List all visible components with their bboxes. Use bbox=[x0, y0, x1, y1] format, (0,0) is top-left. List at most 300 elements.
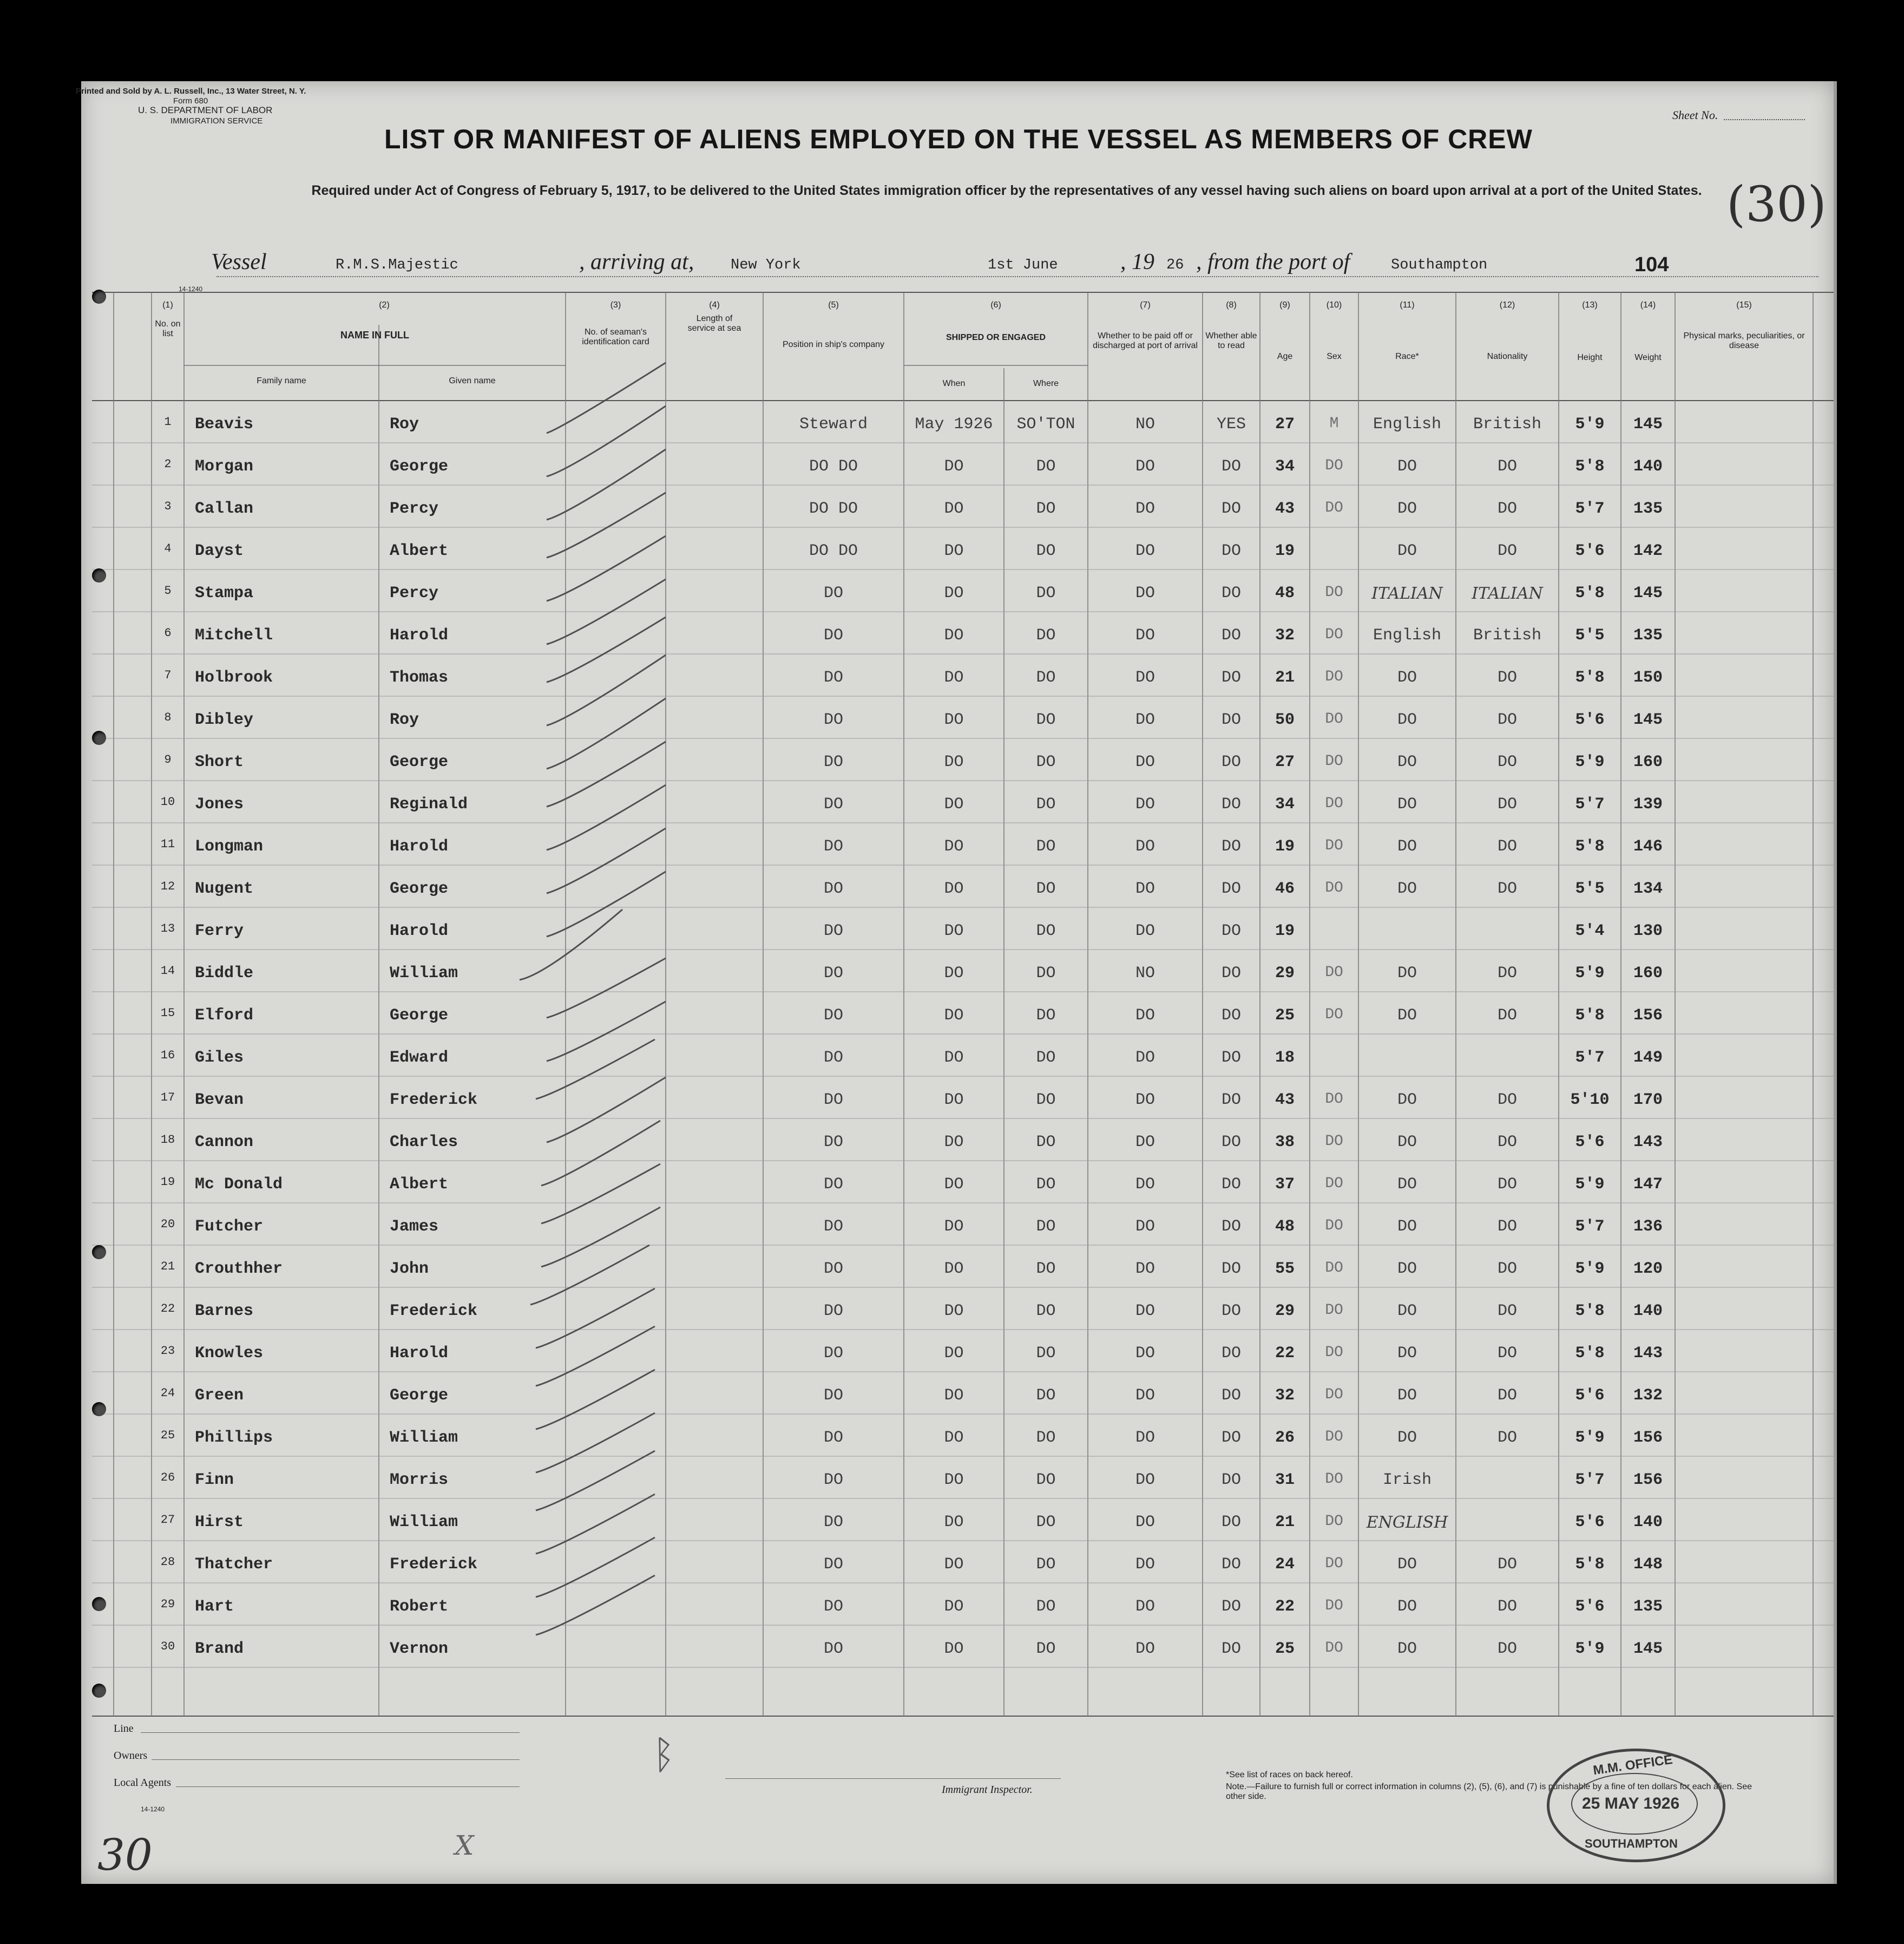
shipped-when-cell: DO bbox=[944, 711, 964, 729]
shipped-where-cell: DO bbox=[1036, 1302, 1056, 1320]
nationality-cell: DO bbox=[1497, 753, 1517, 771]
shipped-where-cell: DO bbox=[1036, 1218, 1056, 1236]
table-row bbox=[81, 1586, 1834, 1628]
sheet-number-label: Sheet No. bbox=[1672, 108, 1718, 122]
race-cell: DO bbox=[1397, 880, 1417, 898]
service-label: IMMIGRATION SERVICE bbox=[170, 116, 263, 126]
sex-cell: DO bbox=[1325, 1133, 1343, 1150]
row-number: 21 bbox=[160, 1260, 175, 1273]
given-name: Frederick bbox=[390, 1302, 478, 1320]
weight-cell: 134 bbox=[1633, 880, 1663, 898]
able-to-read-cell: DO bbox=[1221, 837, 1241, 856]
shipped-where-cell: DO bbox=[1036, 1049, 1056, 1067]
table-row bbox=[81, 699, 1834, 741]
paid-off-cell: DO bbox=[1135, 1429, 1155, 1447]
age-cell: 43 bbox=[1275, 1091, 1295, 1109]
nationality-cell: DO bbox=[1497, 1640, 1517, 1658]
col-header-given: Given name bbox=[449, 376, 496, 385]
height-cell: 5'8 bbox=[1575, 457, 1605, 476]
position-cell: DO bbox=[823, 584, 843, 603]
row-number: 23 bbox=[160, 1344, 175, 1358]
paid-off-cell: DO bbox=[1135, 1175, 1155, 1194]
nationality-cell: DO bbox=[1497, 1260, 1517, 1278]
row-number: 27 bbox=[160, 1513, 175, 1527]
shipped-where-cell: SO'TON bbox=[1016, 415, 1075, 434]
sex-cell: DO bbox=[1325, 1218, 1343, 1234]
race-cell: DO bbox=[1397, 1006, 1417, 1025]
height-cell: 5'4 bbox=[1575, 922, 1605, 940]
corner-mark: 30 bbox=[97, 1830, 153, 1880]
vessel-label: Vessel bbox=[211, 250, 267, 274]
nationality-cell: DO bbox=[1497, 1344, 1517, 1363]
shipped-where-cell: DO bbox=[1036, 795, 1056, 814]
form-code-top: 14-1240 bbox=[179, 285, 203, 293]
sex-cell: DO bbox=[1325, 500, 1343, 516]
position-cell: DO bbox=[823, 753, 843, 771]
height-cell: 5'6 bbox=[1575, 1513, 1605, 1531]
able-to-read-cell: DO bbox=[1221, 1175, 1241, 1194]
col-num-6: (6) bbox=[990, 300, 1001, 310]
table-row bbox=[81, 657, 1834, 699]
given-name: Charles bbox=[390, 1133, 458, 1151]
weight-cell: 145 bbox=[1633, 711, 1663, 729]
position-cell: DO bbox=[823, 1302, 843, 1320]
nationality-cell: DO bbox=[1497, 837, 1517, 856]
manifest-sheet bbox=[76, 81, 1837, 1884]
family-name: Callan bbox=[195, 500, 254, 518]
age-cell: 32 bbox=[1275, 626, 1295, 645]
family-name: Dayst bbox=[195, 542, 244, 560]
sex-cell: DO bbox=[1325, 711, 1343, 728]
height-cell: 5'8 bbox=[1575, 1302, 1605, 1320]
position-cell: DO bbox=[823, 669, 843, 687]
height-cell: 5'10 bbox=[1570, 1091, 1610, 1109]
age-cell: 55 bbox=[1275, 1260, 1295, 1278]
printer-line: Printed and Sold by A. L. Russell, Inc., 13 Water Street, N. Y. bbox=[76, 87, 306, 96]
shipped-where-cell: DO bbox=[1036, 626, 1056, 645]
sex-cell: DO bbox=[1325, 626, 1343, 643]
height-cell: 5'7 bbox=[1575, 1049, 1605, 1067]
vessel-name: R.M.S.Majestic bbox=[336, 257, 458, 273]
penalty-note: Note.—Failure to furnish full or correct information in columns (2), (5), (6), and (7) is punishable by a fine of ten dollars for each alien. See other side. bbox=[1226, 1782, 1752, 1801]
shipped-when-cell: DO bbox=[944, 922, 964, 940]
sex-cell: DO bbox=[1325, 1344, 1343, 1361]
able-to-read-cell: DO bbox=[1221, 542, 1241, 560]
col-num-7: (7) bbox=[1140, 300, 1151, 310]
race-cell: ITALIAN bbox=[1371, 584, 1443, 603]
arriving-label: , arriving at, bbox=[579, 250, 694, 274]
table-row bbox=[81, 1459, 1834, 1501]
position-cell: DO bbox=[823, 1429, 843, 1447]
able-to-read-cell: DO bbox=[1221, 1344, 1241, 1363]
family-name: Stampa bbox=[195, 584, 254, 603]
form-code-bottom: 14-1240 bbox=[141, 1805, 165, 1813]
table-row bbox=[81, 572, 1834, 614]
row-number: 18 bbox=[160, 1133, 175, 1147]
race-cell: DO bbox=[1397, 1640, 1417, 1658]
shipped-when-cell: DO bbox=[944, 837, 964, 856]
paid-off-cell: DO bbox=[1135, 1302, 1155, 1320]
col-num-3: (3) bbox=[610, 300, 621, 310]
height-cell: 5'6 bbox=[1575, 1386, 1605, 1405]
height-cell: 5'9 bbox=[1575, 415, 1605, 434]
table-row bbox=[81, 1248, 1834, 1290]
paid-off-cell: DO bbox=[1135, 1218, 1155, 1236]
able-to-read-cell: DO bbox=[1221, 922, 1241, 940]
stamp-date: 25 MAY 1926 bbox=[1582, 1795, 1680, 1812]
able-to-read-cell: YES bbox=[1216, 415, 1246, 434]
age-cell: 24 bbox=[1275, 1555, 1295, 1574]
race-cell: DO bbox=[1397, 1133, 1417, 1151]
shipped-when-cell: DO bbox=[944, 1640, 964, 1658]
col-header-read: Whether able to read bbox=[1205, 331, 1257, 350]
race-cell: DO bbox=[1397, 795, 1417, 814]
table-row bbox=[81, 530, 1834, 572]
office-stamp bbox=[1547, 1749, 1725, 1862]
stamp-top-text: M.M. OFFICE bbox=[1592, 1752, 1674, 1778]
weight-cell: 145 bbox=[1633, 584, 1663, 603]
shipped-when-cell: DO bbox=[944, 1344, 964, 1363]
height-cell: 5'8 bbox=[1575, 1344, 1605, 1363]
age-cell: 19 bbox=[1275, 542, 1295, 560]
row-number: 16 bbox=[160, 1049, 175, 1062]
age-cell: 29 bbox=[1275, 964, 1295, 983]
race-cell: DO bbox=[1397, 964, 1417, 983]
paid-off-cell: DO bbox=[1135, 1640, 1155, 1658]
shipped-when-cell: DO bbox=[944, 1175, 964, 1194]
shipped-when-cell: DO bbox=[944, 669, 964, 687]
shipped-where-cell: DO bbox=[1036, 711, 1056, 729]
age-cell: 37 bbox=[1275, 1175, 1295, 1194]
arrival-date: 1st June bbox=[988, 257, 1058, 273]
col-header-no: No. on list bbox=[155, 319, 181, 338]
paid-off-cell: DO bbox=[1135, 500, 1155, 518]
weight-cell: 135 bbox=[1633, 1598, 1663, 1616]
height-cell: 5'9 bbox=[1575, 1429, 1605, 1447]
shipped-where-cell: DO bbox=[1036, 669, 1056, 687]
position-cell: DO bbox=[823, 1091, 843, 1109]
sex-cell: M bbox=[1329, 415, 1339, 432]
sex-cell: DO bbox=[1325, 1513, 1343, 1530]
age-cell: 34 bbox=[1275, 457, 1295, 476]
family-name: Mitchell bbox=[195, 626, 273, 645]
weight-cell: 140 bbox=[1633, 1302, 1663, 1320]
nationality-cell: DO bbox=[1497, 1006, 1517, 1025]
position-cell: DO bbox=[823, 1513, 843, 1531]
paid-off-cell: DO bbox=[1135, 457, 1155, 476]
row-number: 3 bbox=[164, 500, 172, 513]
table-row bbox=[81, 910, 1834, 952]
nationality-cell: DO bbox=[1497, 1386, 1517, 1405]
shipped-where-cell: DO bbox=[1036, 1175, 1056, 1194]
race-cell: DO bbox=[1397, 500, 1417, 518]
given-name: George bbox=[390, 457, 449, 476]
age-cell: 29 bbox=[1275, 1302, 1295, 1320]
sex-cell: DO bbox=[1325, 880, 1343, 896]
family-name: Knowles bbox=[195, 1344, 264, 1363]
weight-cell: 132 bbox=[1633, 1386, 1663, 1405]
paid-off-cell: DO bbox=[1135, 1598, 1155, 1616]
shipped-when-cell: DO bbox=[944, 964, 964, 983]
col-header-shipped: SHIPPED OR ENGAGED bbox=[946, 333, 1046, 342]
family-name: Beavis bbox=[195, 415, 254, 434]
family-name: Phillips bbox=[195, 1429, 273, 1447]
shipped-when-cell: DO bbox=[944, 880, 964, 898]
footer-line-rule bbox=[141, 1732, 520, 1733]
shipped-where-cell: DO bbox=[1036, 922, 1056, 940]
shipped-where-cell: DO bbox=[1036, 1260, 1056, 1278]
shipped-where-cell: DO bbox=[1036, 1429, 1056, 1447]
position-cell: Steward bbox=[799, 415, 868, 434]
footer-owners-rule bbox=[152, 1759, 520, 1760]
paid-off-cell: DO bbox=[1135, 1091, 1155, 1109]
race-cell: DO bbox=[1397, 1175, 1417, 1194]
punch-hole bbox=[92, 568, 106, 582]
row-number: 1 bbox=[164, 415, 172, 429]
position-cell: DO bbox=[823, 1386, 843, 1405]
punch-hole bbox=[92, 1597, 106, 1611]
shipped-when-cell: DO bbox=[944, 1006, 964, 1025]
family-name: Finn bbox=[195, 1471, 234, 1489]
row-number: 26 bbox=[160, 1471, 175, 1484]
shipped-when-cell: DO bbox=[944, 1386, 964, 1405]
age-cell: 19 bbox=[1275, 837, 1295, 856]
paid-off-cell: DO bbox=[1135, 1386, 1155, 1405]
given-name: George bbox=[390, 753, 449, 771]
family-name: Holbrook bbox=[195, 669, 273, 687]
position-cell: DO bbox=[823, 1260, 843, 1278]
row-number: 11 bbox=[160, 837, 175, 851]
paid-off-cell: DO bbox=[1135, 1133, 1155, 1151]
given-name: Albert bbox=[390, 542, 449, 560]
able-to-read-cell: DO bbox=[1221, 1091, 1241, 1109]
family-name: Crouthher bbox=[195, 1260, 283, 1278]
table-row bbox=[81, 1290, 1834, 1332]
col-header-when: When bbox=[942, 379, 966, 388]
given-name: Harold bbox=[390, 922, 449, 940]
row-number: 14 bbox=[160, 964, 175, 978]
weight-cell: 142 bbox=[1633, 542, 1663, 560]
col-header-position: Position in ship's company bbox=[782, 340, 885, 349]
table-row bbox=[81, 1121, 1834, 1163]
given-name: John bbox=[390, 1260, 429, 1278]
family-name: Dibley bbox=[195, 711, 254, 729]
position-cell: DO bbox=[823, 880, 843, 898]
weight-cell: 130 bbox=[1633, 922, 1663, 940]
sex-cell: DO bbox=[1325, 1471, 1343, 1488]
family-name: Ferry bbox=[195, 922, 244, 940]
sex-cell: DO bbox=[1325, 584, 1343, 601]
punch-hole bbox=[92, 1245, 106, 1259]
shipped-where-cell: DO bbox=[1036, 880, 1056, 898]
shipped-where-cell: DO bbox=[1036, 542, 1056, 560]
arrival-port: New York bbox=[731, 257, 801, 273]
shipped-where-cell: DO bbox=[1036, 1091, 1056, 1109]
handwritten-signature: ᛒ bbox=[644, 1730, 678, 1779]
age-cell: 46 bbox=[1275, 880, 1295, 898]
age-cell: 32 bbox=[1275, 1386, 1295, 1405]
shipped-where-cell: DO bbox=[1036, 1386, 1056, 1405]
stamp-bottom-text: SOUTHAMPTON bbox=[1585, 1837, 1678, 1850]
position-cell: DO bbox=[823, 1640, 843, 1658]
page-subtitle: Required under Act of Congress of February 5, 1917, to be delivered to the United States immigration officer by the representatives of any vessel having such aliens on board upon arrival at a port of the United States. bbox=[311, 183, 1702, 198]
given-name: Frederick bbox=[390, 1555, 478, 1574]
shipped-where-cell: DO bbox=[1036, 837, 1056, 856]
weight-cell: 139 bbox=[1633, 795, 1663, 814]
sex-cell: DO bbox=[1325, 964, 1343, 981]
shipped-where-cell: DO bbox=[1036, 753, 1056, 771]
age-cell: 18 bbox=[1275, 1049, 1295, 1067]
given-name: Morris bbox=[390, 1471, 449, 1489]
col-header-nationality: Nationality bbox=[1487, 352, 1528, 361]
family-name: Hirst bbox=[195, 1513, 244, 1531]
shipped-where-cell: DO bbox=[1036, 1471, 1056, 1489]
row-number: 25 bbox=[160, 1429, 175, 1442]
given-name: George bbox=[390, 1386, 449, 1405]
able-to-read-cell: DO bbox=[1221, 795, 1241, 814]
age-cell: 48 bbox=[1275, 584, 1295, 603]
position-cell: DO bbox=[823, 1218, 843, 1236]
shipped-where-cell: DO bbox=[1036, 457, 1056, 476]
shipped-where-cell: DO bbox=[1036, 1513, 1056, 1531]
from-port-label: , from the port of bbox=[1196, 250, 1350, 274]
race-cell: DO bbox=[1397, 542, 1417, 560]
height-cell: 5'7 bbox=[1575, 500, 1605, 518]
height-cell: 5'5 bbox=[1575, 880, 1605, 898]
family-name: Morgan bbox=[195, 457, 254, 476]
weight-cell: 148 bbox=[1633, 1555, 1663, 1574]
paid-off-cell: DO bbox=[1135, 1471, 1155, 1489]
able-to-read-cell: DO bbox=[1221, 1133, 1241, 1151]
footer-line-label: Line bbox=[114, 1723, 134, 1734]
able-to-read-cell: DO bbox=[1221, 1598, 1241, 1616]
shipped-when-cell: DO bbox=[944, 795, 964, 814]
sex-cell: DO bbox=[1325, 669, 1343, 685]
race-cell: DO bbox=[1397, 1260, 1417, 1278]
given-name: William bbox=[390, 1513, 458, 1531]
family-name: Cannon bbox=[195, 1133, 254, 1151]
age-cell: 21 bbox=[1275, 669, 1295, 687]
sex-cell: DO bbox=[1325, 457, 1343, 474]
family-name: Bevan bbox=[195, 1091, 244, 1109]
able-to-read-cell: DO bbox=[1221, 626, 1241, 645]
paid-off-cell: DO bbox=[1135, 922, 1155, 940]
position-cell: DO DO bbox=[809, 500, 858, 518]
height-cell: 5'6 bbox=[1575, 1133, 1605, 1151]
shipped-when-cell: DO bbox=[944, 1598, 964, 1616]
race-cell: DO bbox=[1397, 753, 1417, 771]
age-cell: 50 bbox=[1275, 711, 1295, 729]
weight-cell: 156 bbox=[1633, 1429, 1663, 1447]
col-num-1: (1) bbox=[162, 300, 173, 310]
age-cell: 19 bbox=[1275, 922, 1295, 940]
col-num-5: (5) bbox=[828, 300, 839, 310]
col-num-14: (14) bbox=[1640, 300, 1656, 310]
able-to-read-cell: DO bbox=[1221, 1302, 1241, 1320]
row-number: 4 bbox=[164, 542, 172, 555]
weight-cell: 143 bbox=[1633, 1344, 1663, 1363]
given-name: Roy bbox=[390, 711, 419, 729]
table-row bbox=[81, 446, 1834, 488]
form-number: Form 680 bbox=[173, 96, 208, 106]
row-number: 2 bbox=[164, 457, 172, 471]
nationality-cell: DO bbox=[1497, 1091, 1517, 1109]
table-row bbox=[81, 1163, 1834, 1206]
height-cell: 5'8 bbox=[1575, 669, 1605, 687]
shipped-when-cell: DO bbox=[944, 1513, 964, 1531]
family-name: Nugent bbox=[195, 880, 254, 898]
col-num-13: (13) bbox=[1582, 300, 1598, 310]
arrival-year: 26 bbox=[1166, 257, 1184, 273]
height-cell: 5'8 bbox=[1575, 1006, 1605, 1025]
paid-off-cell: DO bbox=[1135, 880, 1155, 898]
family-name: Barnes bbox=[195, 1302, 254, 1320]
position-cell: DO bbox=[823, 922, 843, 940]
height-cell: 5'9 bbox=[1575, 964, 1605, 983]
nationality-cell: DO bbox=[1497, 1598, 1517, 1616]
paid-off-cell: DO bbox=[1135, 542, 1155, 560]
height-cell: 5'9 bbox=[1575, 1260, 1605, 1278]
given-name: Harold bbox=[390, 837, 449, 856]
race-cell: DO bbox=[1397, 837, 1417, 856]
table-row bbox=[81, 1543, 1834, 1586]
col-num-9: (9) bbox=[1279, 300, 1290, 310]
row-number: 15 bbox=[160, 1006, 175, 1020]
year-label: , 19 bbox=[1120, 250, 1154, 274]
col-header-family: Family name bbox=[257, 376, 306, 385]
row-number: 9 bbox=[164, 753, 172, 767]
weight-cell: 136 bbox=[1633, 1218, 1663, 1236]
nationality-cell: British bbox=[1473, 415, 1542, 434]
shipped-where-cell: DO bbox=[1036, 1555, 1056, 1574]
able-to-read-cell: DO bbox=[1221, 1471, 1241, 1489]
given-name: Reginald bbox=[390, 795, 468, 814]
height-cell: 5'7 bbox=[1575, 1471, 1605, 1489]
sex-cell: DO bbox=[1325, 1555, 1343, 1572]
height-cell: 5'9 bbox=[1575, 1640, 1605, 1658]
height-cell: 5'8 bbox=[1575, 1555, 1605, 1574]
table-row bbox=[81, 952, 1834, 994]
family-name: Elford bbox=[195, 1006, 254, 1025]
row-number: 29 bbox=[160, 1598, 175, 1611]
weight-cell: 160 bbox=[1633, 753, 1663, 771]
x-mark: X bbox=[455, 1830, 474, 1861]
col-header-id-card: No. of seaman's identification card bbox=[582, 328, 649, 346]
able-to-read-cell: DO bbox=[1221, 1555, 1241, 1574]
shipped-when-cell: DO bbox=[944, 1133, 964, 1151]
col-header-service: Length of service at sea bbox=[687, 314, 741, 333]
weight-cell: 145 bbox=[1633, 415, 1663, 434]
shipped-where-cell: DO bbox=[1036, 1133, 1056, 1151]
table-row bbox=[81, 1417, 1834, 1459]
departure-port: Southampton bbox=[1391, 257, 1488, 273]
age-cell: 48 bbox=[1275, 1218, 1295, 1236]
row-number: 19 bbox=[160, 1175, 175, 1189]
row-number: 6 bbox=[164, 626, 172, 640]
shipped-when-cell: DO bbox=[944, 500, 964, 518]
given-name: Harold bbox=[390, 1344, 449, 1363]
department-label: U. S. DEPARTMENT OF LABOR bbox=[138, 105, 273, 115]
nationality-cell: DO bbox=[1497, 711, 1517, 729]
shipped-when-cell: DO bbox=[944, 1260, 964, 1278]
sex-cell: DO bbox=[1325, 1302, 1343, 1319]
height-cell: 5'8 bbox=[1575, 837, 1605, 856]
given-name: Robert bbox=[390, 1598, 449, 1616]
shipped-where-cell: DO bbox=[1036, 500, 1056, 518]
sex-cell: DO bbox=[1325, 837, 1343, 854]
table-row bbox=[81, 994, 1834, 1037]
sex-cell: DO bbox=[1325, 1091, 1343, 1108]
